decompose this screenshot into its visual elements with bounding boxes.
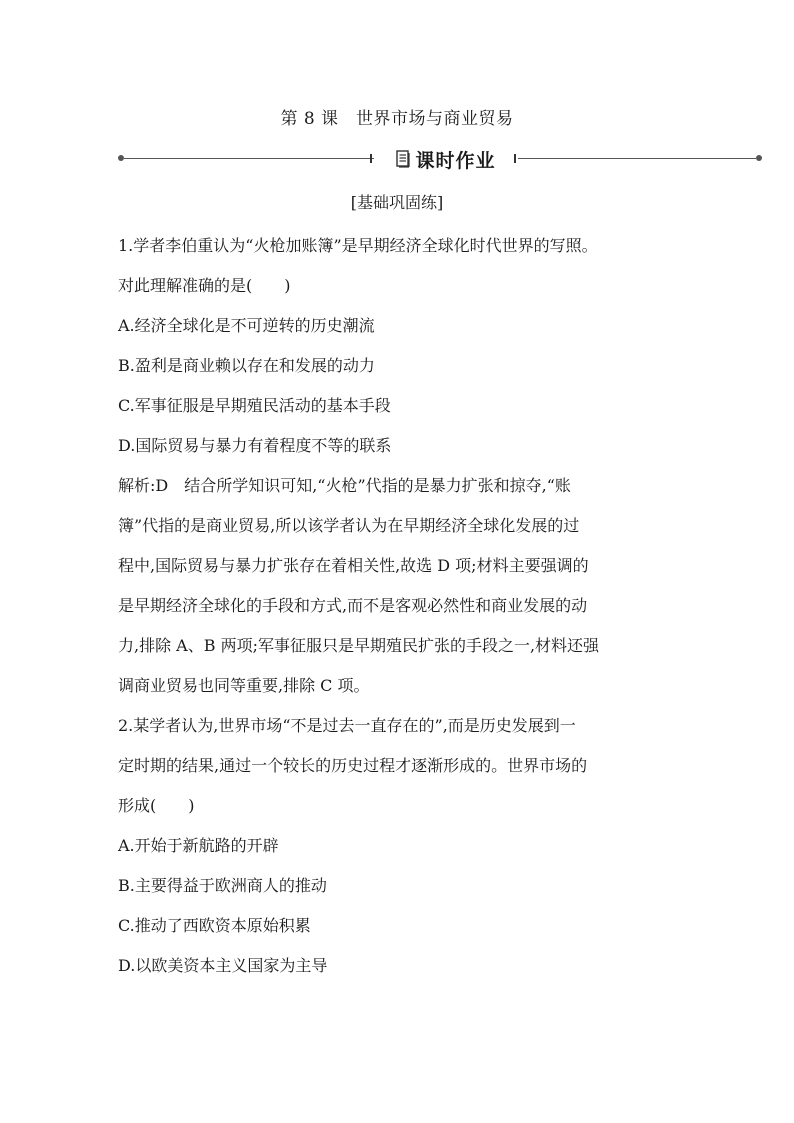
- section-banner: [118, 145, 762, 173]
- question-1-analysis-line: 程中,国际贸易与暴力扩张存在着相关性,故选 D 项;材料主要强调的: [118, 556, 589, 575]
- questions-content: [118, 226, 678, 986]
- banner-right-dot: [756, 155, 762, 161]
- question-1-stem-line: 1.学者李伯重认为“火枪加账簿”是早期经济全球化时代世界的写照。: [118, 236, 598, 255]
- question-1-analysis-line: 解析:D 结合所学知识可知,“火枪”代指的是暴力扩张和掠夺,“账: [118, 476, 571, 495]
- question-2-stem-line: 形成( ): [118, 796, 195, 815]
- question-2-option-c: C.推动了西欧资本原始积累: [118, 916, 311, 935]
- banner-right-rule: [518, 158, 756, 159]
- question-1-option-d: D.国际贸易与暴力有着程度不等的联系: [118, 436, 392, 455]
- question-2-option-d: D.以欧美资本主义国家为主导: [118, 956, 328, 975]
- banner-left-rule: [124, 158, 374, 159]
- banner-right-tick: [514, 154, 516, 163]
- banner-title: 课时作业: [415, 149, 496, 172]
- question-1-analysis-line: 调商业贸易也同等重要,排除 C 项。: [118, 676, 370, 695]
- question-1-analysis-line: 簿”代指的是商业贸易,所以该学者认为在早期经济全球化发展的过: [118, 516, 580, 535]
- lesson-title: 第 8 课 世界市场与商业贸易: [280, 109, 514, 129]
- section-label: [基础巩固练]: [350, 193, 444, 212]
- banner-center: [380, 145, 512, 173]
- book-icon: [396, 150, 410, 168]
- question-2-stem-line: 2.某学者认为,世界市场“不是过去一直存在的”,而是历史发展到一: [118, 716, 576, 735]
- question-1-option-a: A.经济全球化是不可逆转的历史潮流: [118, 316, 375, 335]
- question-1-option-c: C.军事征服是早期殖民活动的基本手段: [118, 396, 391, 415]
- question-1-option-b: B.盈利是商业赖以存在和发展的动力: [118, 356, 375, 375]
- question-1-analysis-line: 力,排除 A、B 两项;军事征服只是早期殖民扩张的手段之一,材料还强: [118, 636, 600, 655]
- banner-left-tick: [370, 154, 372, 163]
- question-1-analysis-line: 是早期经济全球化的手段和方式,而不是客观必然性和商业发展的动: [118, 596, 588, 615]
- question-2-stem-line: 定时期的结果,通过一个较长的历史过程才逐渐形成的。世界市场的: [118, 756, 588, 775]
- question-2-option-a: A.开始于新航路的开辟: [118, 836, 279, 855]
- question-2-option-b: B.主要得益于欧洲商人的推动: [118, 876, 327, 895]
- question-1-stem-line: 对此理解准确的是( ): [118, 276, 291, 295]
